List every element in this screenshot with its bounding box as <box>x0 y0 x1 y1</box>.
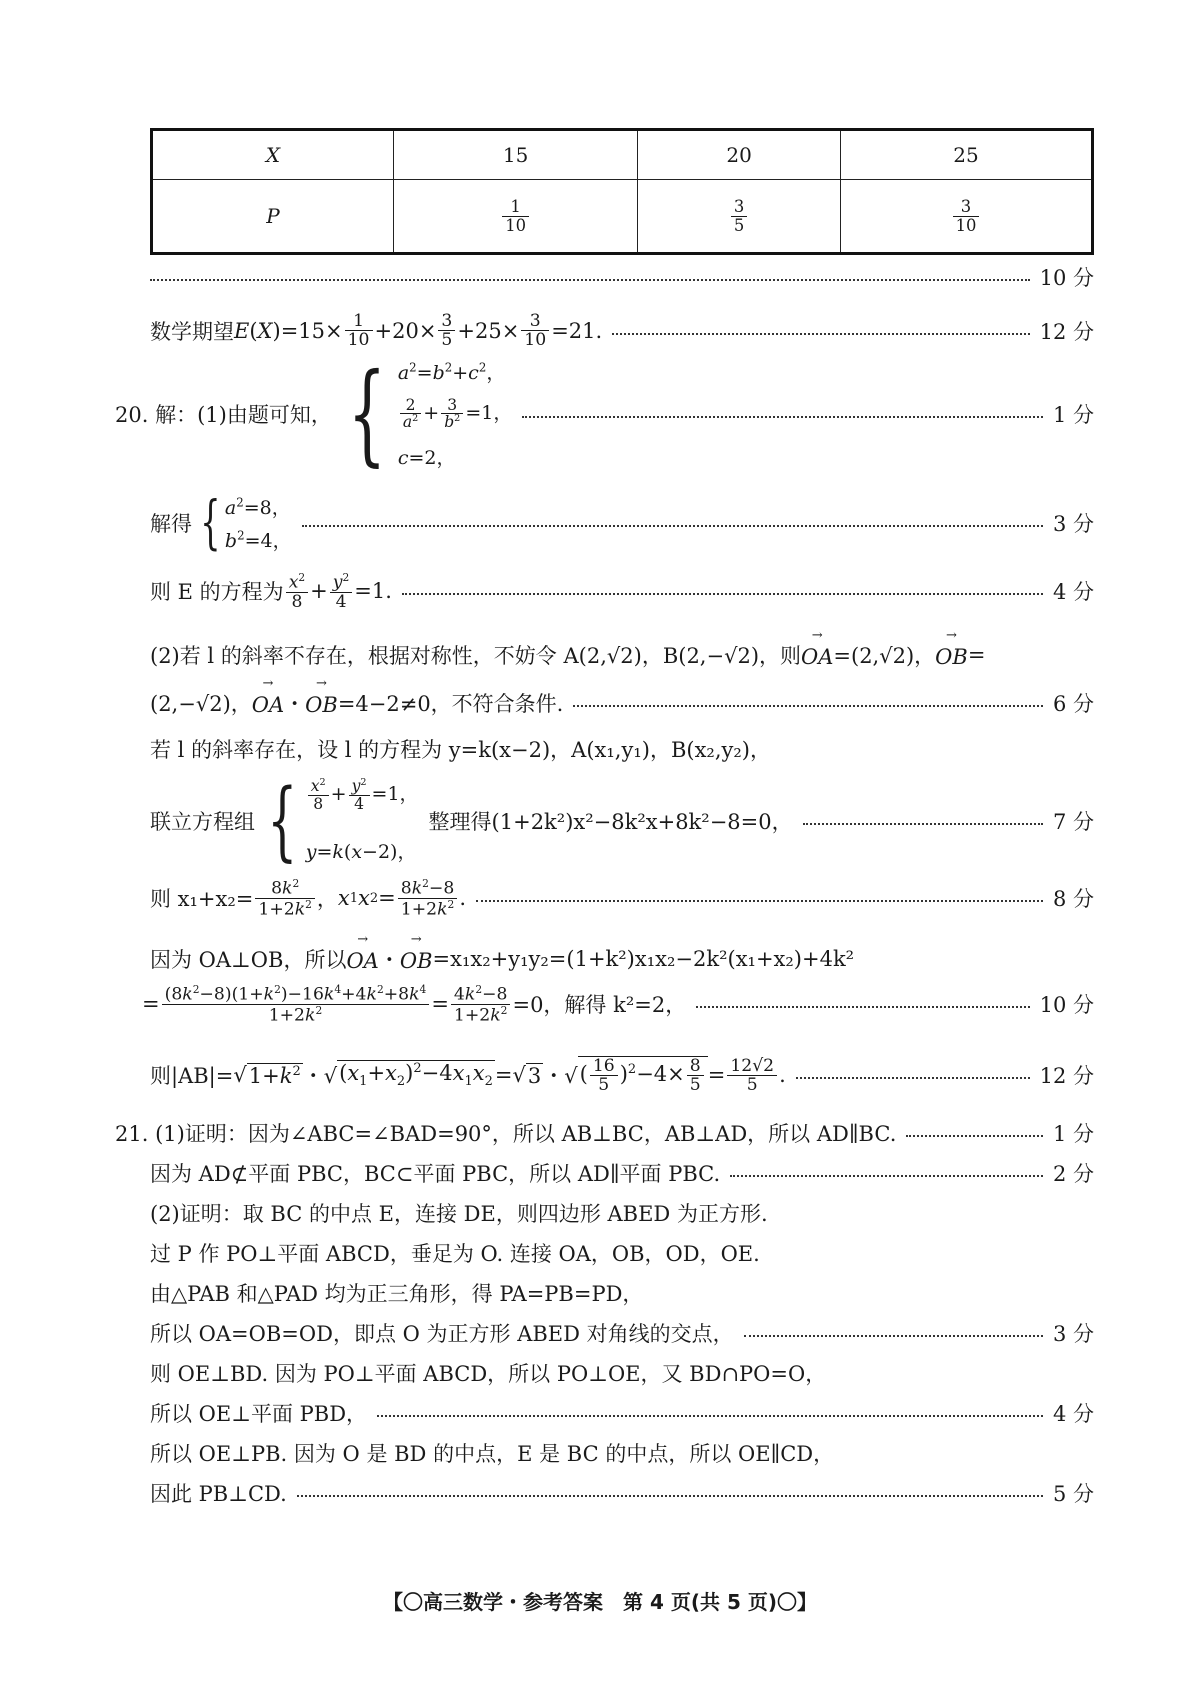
score-line <box>150 262 1094 292</box>
score: 3 分 <box>1052 512 1094 536</box>
expectation-line: 数学期望 E ( X )=15× $\frac{1}{10}$ +20× $\frac{3}{5}$ +25× $\frac{3}{10}$ =21. 12 分 <box>150 311 1094 351</box>
q21-line7: 则 OE⊥BD. 因为 PO⊥平面 ABCD，所以 PO⊥OE，又 BD∩PO=O， <box>150 1362 827 1386</box>
table-cell: $\frac{3}{10}$ <box>841 180 1093 254</box>
score: 4 分 <box>1052 1402 1094 1426</box>
score: 12 分 <box>1039 1064 1094 1089</box>
score: 5 分 <box>1052 1482 1094 1506</box>
sys-lead: 联立方程组 <box>150 810 255 834</box>
q21-line2: 因为 AD⊄平面 PBC，BC⊂平面 PBC，所以 AD∥平面 PBC. 2 分 <box>150 1158 1094 1188</box>
part2-line1: (2)若 l 的斜率不存在，根据对称性，不妨令 A(2,√2)，B(2,−√2)，则 → OA =(2,√2)， → OB = <box>150 640 985 670</box>
simultaneous-line: 联立方程组 { $\frac{x^2}{8}$ + $\frac{y^2}{4}$ =1， y=k(x−2)， 整理得(1+2k²)x²−8k²x+8k²−8=0， 7 分 <box>150 771 1094 871</box>
q21-line9: 所以 OE⊥PB. 因为 O 是 BD 的中点，E 是 BC 的中点，所以 OE∥CD， <box>150 1442 835 1466</box>
ellipse-eq-line: 则 E 的方程为 $\frac{x^2}{8}$ + $\frac{y^2}{4}$ =1. 4 分 <box>150 571 1094 612</box>
page-footer: 【〇高三数学・参考答案 第 4 页(共 5 页)〇】 <box>383 1590 817 1614</box>
perp-line: 因为 OA⊥OB，所以 → OA ・ → OB =x₁x₂+y₁y₂=(1+k²)x₁x₂−2k²(x₁+x₂)+4k² <box>150 944 854 974</box>
table-cell: 15 <box>394 130 638 180</box>
solve-lead: 解得 <box>150 512 192 536</box>
part2-line3: 若 l 的斜率存在，设 l 的方程为 y=k(x−2)，A(x₁,y₁)，B(x₂,y₂)， <box>150 738 771 762</box>
table-cell: 20 <box>638 130 841 180</box>
q21-line4: 过 P 作 PO⊥平面 ABCD，垂足为 O. 连接 OA，OB，OD，OE. <box>150 1242 760 1266</box>
q21-line10: 因此 PB⊥CD. 5 分 <box>150 1478 1094 1508</box>
score: 8 分 <box>1052 887 1094 912</box>
table-cell: $\frac{3}{5}$ <box>638 180 841 254</box>
solve-k-line: = $\frac{(8k^2-8)(1+k^2)-16k^4+4k^2+8k^4}{1+2k^2}$ = $\frac{4k^2-8}{1+2k^2}$ =0，解得 k²=2， 10 分 <box>142 983 1094 1026</box>
score: 10 分 <box>1039 993 1094 1018</box>
expect-label: 数学期望 <box>150 319 234 344</box>
score: 3 分 <box>1052 1322 1094 1346</box>
e-eq-lead: 则 E 的方程为 <box>150 580 284 605</box>
table-header-x: X <box>152 130 394 180</box>
score: 1 分 <box>1052 1122 1094 1146</box>
score: 12 分 <box>1039 319 1094 344</box>
q21-line1: 21. (1)证明：因为∠ABC=∠BAD=90°，所以 AB⊥BC，AB⊥AD，所以 AD∥BC. 1 分 <box>115 1118 1094 1148</box>
ab-length-line: 则|AB|= √ $1+k^2$ ・√ $(x_1+x_2)^2-4x_1x_2$ =√ 3 ・√ ( $\frac{16}{5}$ )$^2$−4× $\frac{8}{5}$ = $\frac{12√2}{5}$ . 12 分 <box>150 1055 1094 1096</box>
score: 1 分 <box>1052 403 1094 427</box>
part2-line2: (2,−√2)， → OA ・ → OB =4−2≠0，不符合条件. 6 分 <box>150 688 1094 718</box>
q20-lead: 20. 解：(1)由题可知， <box>115 403 332 427</box>
q21-line8: 所以 OE⊥平面 PBD， 4 分 <box>150 1398 1094 1428</box>
vieta-line: 则 x₁+x₂= $\frac{8k^2}{1+2k^2}$ ， x 1 x 2 = $\frac{8k^2-8}{1+2k^2}$ . 8 分 <box>150 877 1094 920</box>
q21-line3: (2)证明：取 BC 的中点 E，连接 DE，则四边形 ABED 为正方形. <box>150 1202 768 1226</box>
table-cell: 25 <box>841 130 1093 180</box>
score: 4 分 <box>1052 580 1094 605</box>
score: 10 分 <box>1039 266 1094 290</box>
score: 2 分 <box>1052 1162 1094 1186</box>
q20-system-line: 20. 解：(1)由题可知， { $a^2=b^2+c^2$， $\frac{2}{a^2}$ + $\frac{3}{b^2}$ =1， c=2， 1 分 <box>115 349 1094 477</box>
score: 6 分 <box>1052 692 1094 716</box>
distribution-table <box>150 128 1094 255</box>
q21-line5: 由△PAB 和△PAD 均为正三角形，得 PA=PB=PD， <box>150 1282 644 1306</box>
table-header-p: P <box>152 180 394 254</box>
score: 7 分 <box>1052 810 1094 834</box>
table-cell: $\frac{1}{10}$ <box>394 180 638 254</box>
solve-line: 解得 { $a^2=8$， $b^2=4$， 3 分 <box>150 488 1094 556</box>
q21-line6: 所以 OA=OB=OD，即点 O 为正方形 ABED 对角线的交点， 3 分 <box>150 1318 1094 1348</box>
